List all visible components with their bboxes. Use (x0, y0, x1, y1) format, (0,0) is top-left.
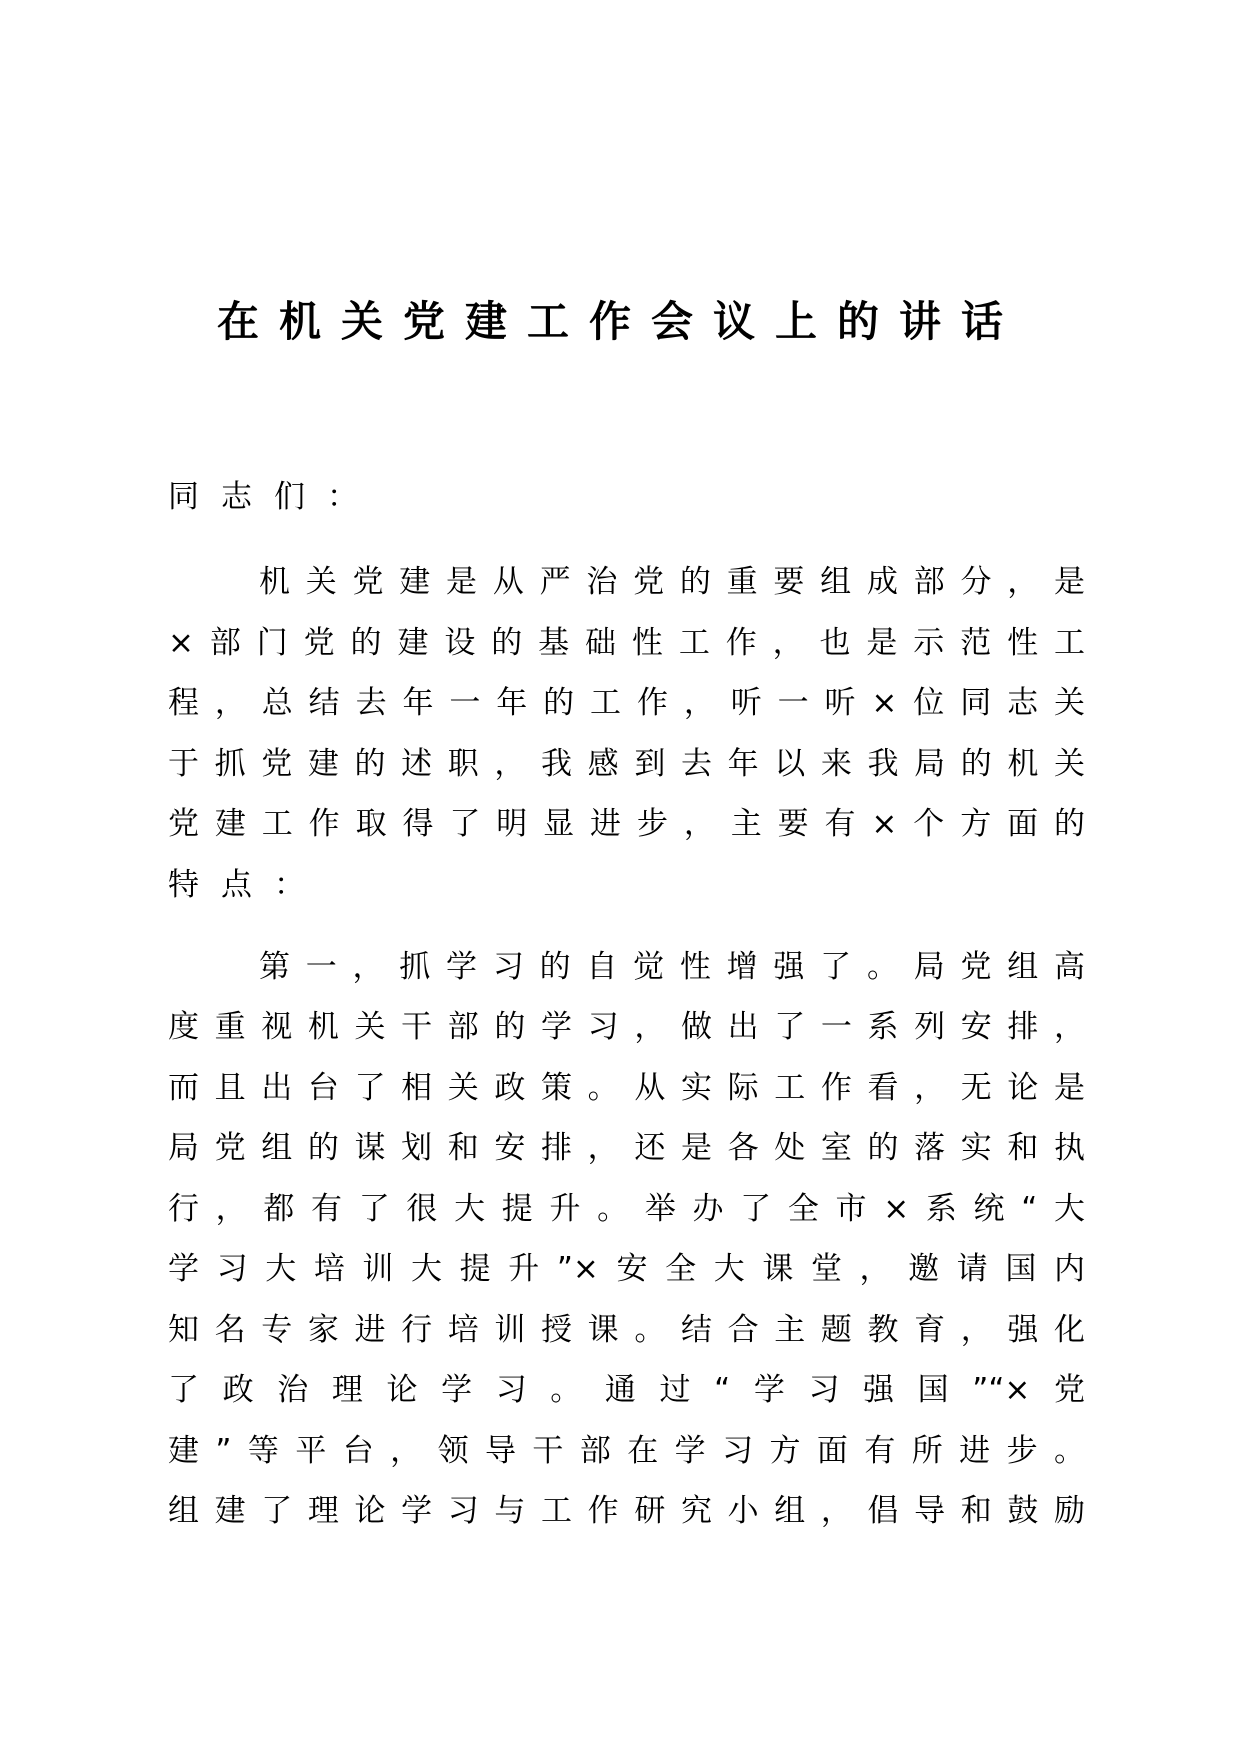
paragraph-line: 机关党建是从严治党的重要组成部分，是 (259, 564, 1085, 600)
paragraph-line: 党建工作取得了明显进步，主要有×个方面的 (168, 806, 1085, 842)
greeting: 同志们： (168, 479, 380, 515)
paragraph-line: 度重视机关干部的学习，做出了一系列安排， (168, 1009, 1085, 1045)
paragraph-line: 特点： (168, 867, 327, 903)
paragraph-line: 第一，抓学习的自觉性增强了。局党组高 (259, 949, 1085, 985)
paragraph-line: 程，总结去年一年的工作，听一听×位同志关 (168, 685, 1085, 721)
paragraph-line: 学习大培训大提升”×安全大课堂，邀请国内 (168, 1251, 1085, 1287)
paragraph-line: 了政治理论学习。通过“学习强国”“×党 (168, 1372, 1085, 1408)
paragraph-line: 行，都有了很大提升。举办了全市×系统“大 (168, 1191, 1085, 1227)
paragraph-line: ×部门党的建设的基础性工作，也是示范性工 (168, 625, 1085, 661)
paragraph-line: 局党组的谋划和安排，还是各处室的落实和执 (168, 1130, 1085, 1166)
paragraph-line: 建”等平台，领导干部在学习方面有所进步。 (168, 1433, 1085, 1469)
paragraph-line: 而且出台了相关政策。从实际工作看，无论是 (168, 1070, 1085, 1106)
document-title: 在机关党建工作会议上的讲话 (216, 297, 1023, 346)
paragraph-line: 知名专家进行培训授课。结合主题教育，强化 (168, 1312, 1085, 1348)
paragraph-line: 组建了理论学习与工作研究小组，倡导和鼓励 (168, 1493, 1085, 1529)
paragraph-line: 于抓党建的述职，我感到去年以来我局的机关 (168, 746, 1085, 782)
